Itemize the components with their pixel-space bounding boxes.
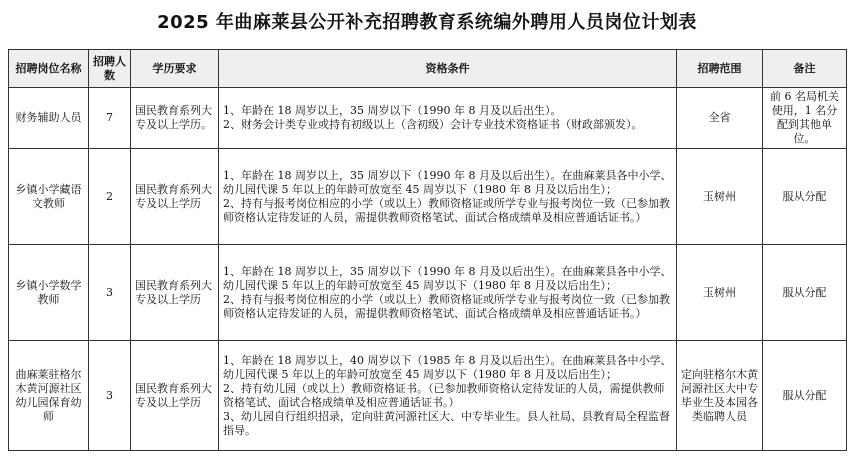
table-row: [9, 88, 847, 149]
cell-scope: 玉树州: [677, 149, 763, 245]
qualification-item: 2、财务会计类专业或持有初级以上（含初级）会计专业技术资格证书（财政部颁发）。: [223, 118, 643, 131]
header-education: 学历要求: [131, 50, 219, 88]
page-title: 2025 年曲麻莱县公开补充招聘教育系统编外聘用人员岗位计划表: [157, 12, 697, 33]
table-row: [9, 149, 847, 245]
header-scope: 招聘范围: [677, 50, 763, 88]
cell-remarks: 服从分配: [763, 341, 847, 451]
cell-position: 财务辅助人员: [9, 88, 89, 149]
cell-count: 2: [89, 149, 131, 245]
position-plan-table: [8, 49, 847, 451]
cell-remarks: 服从分配: [763, 149, 847, 245]
cell-education: 国民教育系列大专及以上学历: [131, 149, 219, 245]
cell-qualification: [219, 149, 677, 245]
cell-scope: 定向驻格尔木黄河源社区大中专毕业生及本园各类临聘人员: [677, 341, 763, 451]
cell-qualification: [219, 341, 677, 451]
qualification-item: 2、持有与报考岗位相应的小学（或以上）教师资格证或所学专业与报考岗位一致（已参加教师资格认定待发证的人员，需提供教师资格笔试、面试合格成绩单及相应普通话证书。）: [223, 292, 670, 320]
cell-position: 乡镇小学藏语文教师: [9, 149, 89, 245]
cell-qualification: [219, 245, 677, 341]
header-qualification: 资格条件: [219, 50, 677, 88]
qualification-item: 2、持有与报考岗位相应的小学（或以上）教师资格证或所学专业与报考岗位一致（已参加教师资格认定待发证的人员，需提供教师资格笔试、面试合格成绩单及相应普通话证书。）: [223, 196, 670, 224]
cell-scope: 全省: [677, 88, 763, 149]
qualification-item: 1、年龄在 18 周岁以上，35 周岁以下（1990 年 8 月及以后出生）。在曲麻莱县各中小学、幼儿园代课 5 年以上的年龄可放宽至 45 周岁以下（1980 年 8 月及以后出生）；: [223, 264, 672, 292]
table-row: [9, 341, 847, 451]
qualification-item: 1、年龄在 18 周岁以上，35 周岁以下（1990 年 8 月及以后出生）。在曲麻莱县各中小学、幼儿园代课 5 年以上的年龄可放宽至 45 周岁以下（1980 年 8 月及以后出生）；: [223, 168, 672, 196]
cell-qualification: [219, 88, 677, 149]
cell-position: 曲麻莱驻格尔木黄河源社区幼儿园保育幼师: [9, 341, 89, 451]
cell-education: 国民教育系列大专及以上学历: [131, 245, 219, 341]
cell-scope: 玉树州: [677, 245, 763, 341]
qualification-item: 1、年龄在 18 周岁以上，35 周岁以下（1990 年 8 月及以后出生）。: [223, 104, 562, 117]
header-count: 招聘人数: [89, 50, 131, 88]
cell-count: 3: [89, 245, 131, 341]
cell-count: 7: [89, 88, 131, 149]
qualification-item: 3、幼儿园自行组织招录，定向驻黄河源社区大、中专毕业生。县人社局、县教育局全程监督指导。: [223, 409, 670, 437]
cell-position: 乡镇小学数学教师: [9, 245, 89, 341]
cell-education: 国民教育系列大专及以上学历。: [131, 88, 219, 149]
cell-remarks: 服从分配: [763, 245, 847, 341]
cell-education: 国民教育系列大专及以上学历: [131, 341, 219, 451]
table-row: [9, 245, 847, 341]
header-remarks: 备注: [763, 50, 847, 88]
qualification-item: 1、年龄在 18 周岁以上，40 周岁以下（1985 年 8 月及以后出生）。在曲麻莱县各中小学、幼儿园代课 5 年以上的年龄可放宽至 45 周岁以下（1980 年 8 月及以后出生）；: [223, 353, 672, 381]
cell-remarks: 前 6 名局机关使用，1 名分配到其他单位。: [763, 88, 847, 149]
header-position: 招聘岗位名称: [9, 50, 89, 88]
cell-count: 3: [89, 341, 131, 451]
qualification-item: 2、持有幼儿园（或以上）教师资格证书。（已参加教师资格认定待发证的人员，需提供教师资格笔试、面试合格成绩单及相应普通话证书。）: [223, 381, 665, 409]
table-header-row: [9, 50, 847, 88]
